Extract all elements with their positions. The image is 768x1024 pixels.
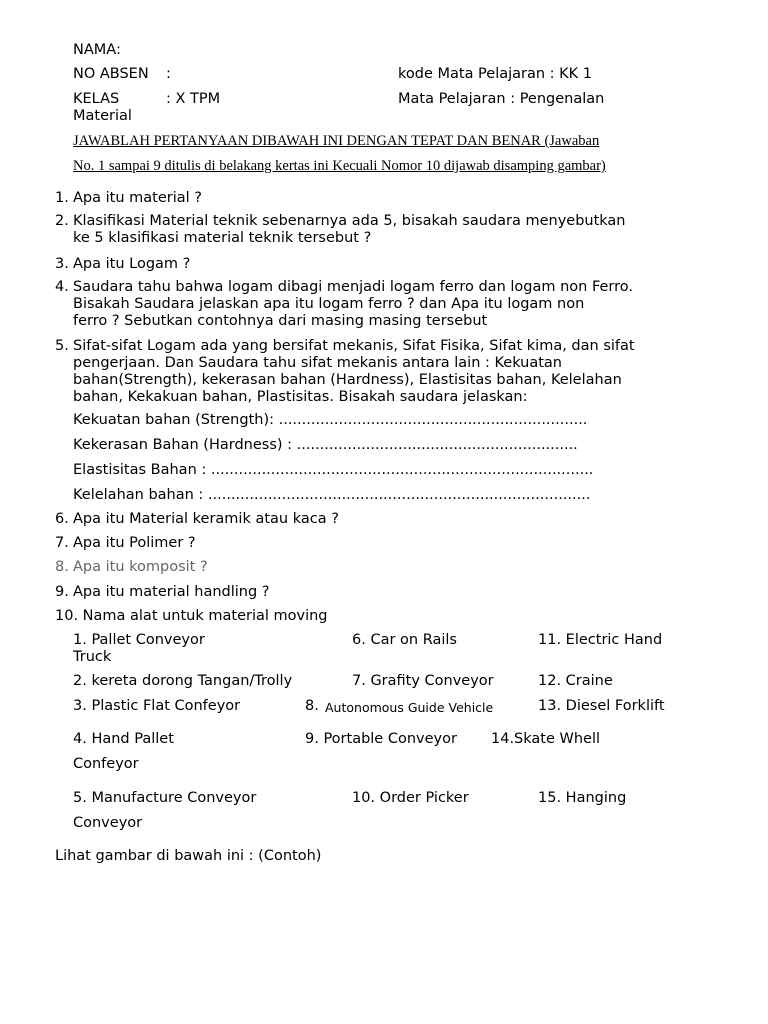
question-text: bahan(Strength), kekerasan bahan (Hardness), Elastisitas bahan, Kelelahan — [73, 372, 622, 388]
question-text: Apa itu komposit ? — [73, 559, 208, 575]
nama-label: NAMA: — [73, 42, 121, 58]
answer-line-fatigue: Kelelahan bahan : ................................................................................... — [73, 487, 591, 503]
equipment-item: 14.Skate Whell — [491, 731, 601, 747]
question-text: ke 5 klasifikasi material teknik tersebut ? — [73, 230, 372, 246]
equipment-item: 11. Electric Hand — [538, 632, 663, 648]
question-text: Bisakah Saudara jelaskan apa itu logam ferro ? dan Apa itu logam non — [73, 296, 585, 312]
question-4 — [55, 279, 695, 330]
question-6 — [55, 511, 695, 528]
kelas-label: KELAS — [73, 91, 120, 107]
mapel-label: Mata Pelajaran : Pengenalan — [398, 91, 605, 107]
kelas-value: : X TPM — [166, 91, 221, 107]
question-number: 7. — [55, 535, 69, 551]
question-number: 3. — [55, 256, 69, 272]
question-5 — [55, 338, 695, 406]
equipment-item: 3. Plastic Flat Confeyor — [73, 698, 241, 714]
kode-mapel: kode Mata Pelajaran : KK 1 — [398, 66, 593, 82]
question-text: pengerjaan. Dan Saudara tahu sifat mekanis antara lain : Kekuatan — [73, 355, 562, 371]
equipment-item: 15. Hanging — [538, 790, 627, 806]
equipment-item: 12. Craine — [538, 673, 613, 689]
equipment-item-wrap: Truck — [73, 649, 112, 665]
question-number: 1. — [55, 190, 69, 206]
equipment-item: 4. Hand Pallet — [73, 731, 174, 747]
question-text: Saudara tahu bahwa logam dibagi menjadi logam ferro dan logam non Ferro. — [73, 279, 633, 295]
answer-line-hardness: Kekerasan Bahan (Hardness) : ............................................................. — [73, 437, 578, 453]
question-text: Apa itu Polimer ? — [73, 535, 196, 551]
equipment-item: 9. Portable Conveyor — [305, 731, 457, 747]
question-10: 10. Nama alat untuk material moving — [55, 608, 328, 624]
equipment-item: 7. Grafity Conveyor — [352, 673, 494, 689]
question-text: Apa itu Logam ? — [73, 256, 191, 272]
footer-note: Lihat gambar di bawah ini : (Contoh) — [55, 848, 322, 864]
equipment-item: 10. Order Picker — [352, 790, 469, 806]
question-number: 4. — [55, 279, 69, 295]
question-number: 9. — [55, 584, 69, 600]
no-absen-label: NO ABSEN — [73, 66, 149, 82]
question-text: bahan, Kekakuan bahan, Plastisitas. Bisakah saudara jelaskan: — [73, 389, 528, 405]
no-absen-colon: : — [166, 66, 171, 82]
equipment-item-wrap: Conveyor — [73, 815, 143, 831]
instruction-line2: No. 1 sampai 9 ditulis di belakang kertas ini Kecuali Nomor 10 dijawab disamping gambar) — [73, 158, 606, 174]
question-number: 5. — [55, 338, 69, 354]
equipment-item: 1. Pallet Conveyor — [73, 632, 205, 648]
equipment-item: 6. Car on Rails — [352, 632, 457, 648]
question-text: Sifat-sifat Logam ada yang bersifat mekanis, Sifat Fisika, Sifat kima, dan sifat — [73, 338, 635, 354]
question-text: Apa itu material handling ? — [73, 584, 270, 600]
question-9 — [55, 584, 695, 601]
question-number: 6. — [55, 511, 69, 527]
equipment-item: Autonomous Guide Vehicle — [325, 700, 494, 715]
equipment-item: 5. Manufacture Conveyor — [73, 790, 257, 806]
question-number: 8. — [55, 559, 69, 575]
equipment-item-wrap: Confeyor — [73, 756, 139, 772]
answer-line-strength: Kekuatan bahan (Strength): ................................................................... — [73, 412, 588, 428]
equipment-item: 2. kereta dorong Tangan/Trolly — [73, 673, 293, 689]
question-1 — [55, 190, 695, 207]
instruction-line1: JAWABLAH PERTANYAAN DIBAWAH INI DENGAN TEPAT DAN BENAR (Jawaban — [73, 133, 600, 149]
question-8 — [55, 559, 695, 576]
equipment-item-number: 8. — [305, 698, 319, 714]
question-2 — [55, 213, 695, 247]
question-text: ferro ? Sebutkan contohnya dari masing masing tersebut — [73, 313, 488, 329]
question-7 — [55, 535, 695, 552]
question-3 — [55, 256, 695, 273]
question-text: Apa itu material ? — [73, 190, 202, 206]
answer-line-elasticity: Elastisitas Bahan : ................................................................................... — [73, 462, 594, 478]
question-text: Apa itu Material keramik atau kaca ? — [73, 511, 339, 527]
question-number: 2. — [55, 213, 69, 229]
mapel-wrap: Material — [73, 108, 132, 124]
equipment-item: 13. Diesel Forklift — [538, 698, 665, 714]
question-text: Klasifikasi Material teknik sebenarnya ada 5, bisakah saudara menyebutkan — [73, 213, 626, 229]
